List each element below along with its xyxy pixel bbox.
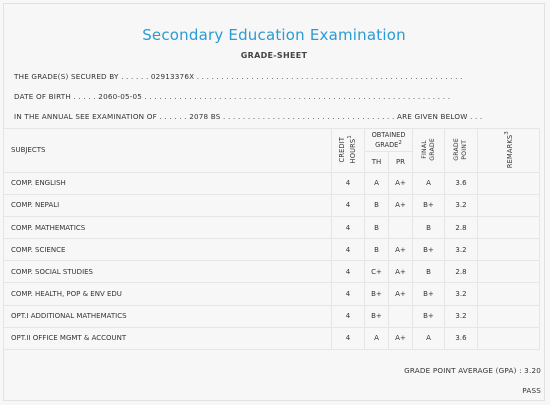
th-cell: B+ xyxy=(365,283,389,305)
grades-table xyxy=(3,128,540,350)
th-cell: C+ xyxy=(365,261,389,283)
table-row xyxy=(4,283,540,305)
table-row xyxy=(4,216,540,238)
remarks-cell xyxy=(478,172,540,194)
grade-point-cell: 2.8 xyxy=(445,261,478,283)
grade-point-cell: 2.8 xyxy=(445,216,478,238)
grade-point-cell: 3.6 xyxy=(445,327,478,349)
credit-cell: 4 xyxy=(332,172,365,194)
final-grade-cell: B xyxy=(413,261,445,283)
subject-cell: COMP. SCIENCE xyxy=(4,239,332,261)
pr-cell: A+ xyxy=(389,172,413,194)
grade-point-cell: 3.2 xyxy=(445,194,478,216)
th-cell: B xyxy=(365,216,389,238)
gpa-summary: GRADE POINT AVERAGE (GPA) : 3.20 xyxy=(404,366,541,375)
grade-point-cell: 3.2 xyxy=(445,305,478,327)
subject-cell: OPT.I ADDITIONAL MATHEMATICS xyxy=(4,305,332,327)
final-grade-cell: B xyxy=(413,216,445,238)
credit-cell: 4 xyxy=(332,194,365,216)
grade-point-header: GRADE POINT xyxy=(445,129,478,173)
pr-cell: A+ xyxy=(389,327,413,349)
final-grade-header: FINAL GRADE xyxy=(413,129,445,173)
page-title: Secondary Education Examination xyxy=(142,26,406,44)
remarks-cell xyxy=(478,261,540,283)
subject-cell: COMP. MATHEMATICS xyxy=(4,216,332,238)
result-status: PASS xyxy=(522,386,541,395)
th-cell: B xyxy=(365,194,389,216)
table-row xyxy=(4,194,540,216)
remarks-cell xyxy=(478,216,540,238)
pr-cell xyxy=(389,305,413,327)
header-row-top xyxy=(4,129,540,152)
pr-cell: A+ xyxy=(389,194,413,216)
subject-cell: COMP. SOCIAL STUDIES xyxy=(4,261,332,283)
table-row xyxy=(4,261,540,283)
final-grade-cell: B+ xyxy=(413,283,445,305)
th-cell: B xyxy=(365,239,389,261)
page-subtitle: GRADE-SHEET xyxy=(240,51,308,60)
exam-line: IN THE ANNUAL SEE EXAMINATION OF . . . . . . 2078 BS . . . . . . . . . . . . . . . . . . . . . . . . . . . . . . . . . . . ARE GIVEN BELOW . . . xyxy=(14,112,483,121)
pr-header: PR xyxy=(389,151,413,172)
credit-cell: 4 xyxy=(332,216,365,238)
final-grade-cell: B+ xyxy=(413,239,445,261)
pr-cell: A+ xyxy=(389,239,413,261)
th-cell: A xyxy=(365,327,389,349)
grade-point-cell: 3.2 xyxy=(445,239,478,261)
table-row xyxy=(4,239,540,261)
th-cell: A xyxy=(365,172,389,194)
grade-point-cell: 3.2 xyxy=(445,283,478,305)
obtained-grade-header: OBTAINED GRADE$^2$ xyxy=(365,129,413,152)
th-cell: B+ xyxy=(365,305,389,327)
th-header: TH xyxy=(365,151,389,172)
final-grade-cell: A xyxy=(413,327,445,349)
remarks-header: REMARKS$^3$ xyxy=(478,129,540,173)
pr-cell: A+ xyxy=(389,261,413,283)
pr-cell: A+ xyxy=(389,283,413,305)
credit-cell: 4 xyxy=(332,283,365,305)
final-grade-cell: B+ xyxy=(413,194,445,216)
date-of-birth-line: DATE OF BIRTH . . . . . 2060-05-05 . . . . . . . . . . . . . . . . . . . . . . . . . . . . . . . . . . . . . . . . . . . . . . . . . . . . . . . . . . . . . . xyxy=(14,92,451,101)
remarks-cell xyxy=(478,327,540,349)
subjects-header: SUBJECTS xyxy=(4,129,332,173)
remarks-cell xyxy=(478,239,540,261)
credit-cell: 4 xyxy=(332,261,365,283)
secured-by-line: THE GRADE(S) SECURED BY . . . . . . 02913376X . . . . . . . . . . . . . . . . . . . . . . . . . . . . . . . . . . . . . . . . . . . . . . . . . . . . . . xyxy=(14,72,463,81)
pr-cell xyxy=(389,216,413,238)
final-grade-cell: B+ xyxy=(413,305,445,327)
subject-cell: COMP. ENGLISH xyxy=(4,172,332,194)
table-row xyxy=(4,305,540,327)
subject-cell: COMP. HEALTH, POP & ENV EDU xyxy=(4,283,332,305)
credit-hours-header: CREDIT HOURS$^1$ xyxy=(332,129,365,173)
subject-cell: COMP. NEPALI xyxy=(4,194,332,216)
remarks-cell xyxy=(478,194,540,216)
credit-cell: 4 xyxy=(332,239,365,261)
table-row xyxy=(4,172,540,194)
remarks-cell xyxy=(478,305,540,327)
grade-point-cell: 3.6 xyxy=(445,172,478,194)
table-row xyxy=(4,327,540,349)
credit-cell: 4 xyxy=(332,327,365,349)
final-grade-cell: A xyxy=(413,172,445,194)
credit-cell: 4 xyxy=(332,305,365,327)
remarks-cell xyxy=(478,283,540,305)
subject-cell: OPT.II OFFICE MGMT & ACCOUNT xyxy=(4,327,332,349)
